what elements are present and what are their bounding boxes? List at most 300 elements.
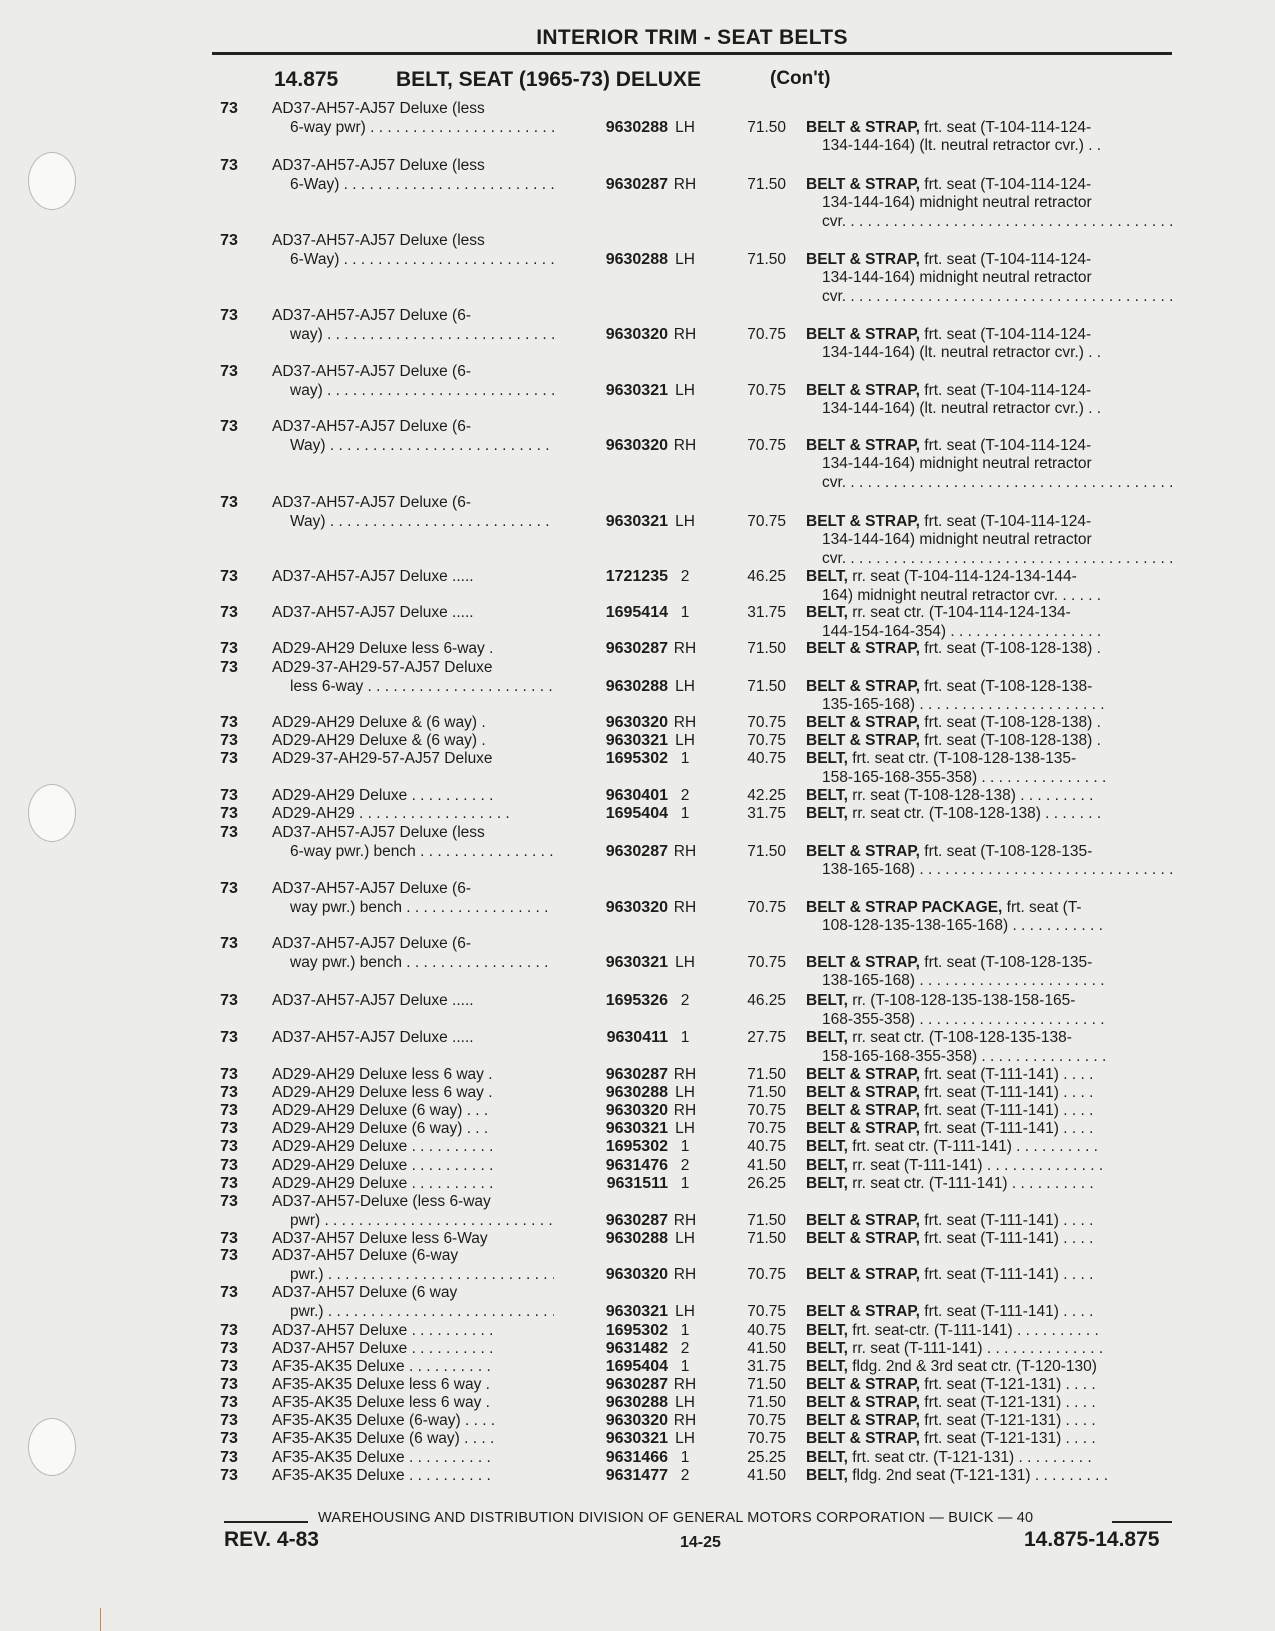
vehicle-description: [272, 1084, 554, 1103]
item-line: [806, 1322, 1176, 1341]
leader-dots: [402, 899, 554, 916]
leader-dots: [339, 176, 554, 193]
model-year: 73: [220, 1467, 238, 1484]
description-line: AF35-AK35 Deluxe (6-way) . . . .: [272, 1412, 496, 1429]
vehicle-description: [272, 604, 554, 623]
item-line: [806, 1102, 1176, 1121]
quantity-side: 1: [680, 1138, 690, 1155]
model-year: 73: [220, 1247, 238, 1264]
description-continuation: [272, 1303, 554, 1322]
part-number: 9631482: [605, 1340, 668, 1357]
vehicle-description: [272, 1322, 554, 1341]
quantity-side: RH: [673, 1211, 697, 1229]
item-detail: frt. seat (T-111-141) . . . .: [919, 1265, 1094, 1283]
quantity-side: 2: [680, 787, 690, 804]
item-line: [806, 843, 1176, 862]
leader-dots: [326, 437, 554, 454]
item-detail: frt. seat (T-111-141) . . . .: [919, 1102, 1094, 1119]
item-name: BELT & STRAP,: [806, 118, 920, 136]
item-line: [806, 604, 1176, 623]
vehicle-description: [272, 157, 554, 194]
item-line: [806, 1467, 1176, 1486]
item-detail: 168-355-358) . . . . . . . . . . . . . . . . . . . . . .: [822, 1010, 1105, 1028]
model-year: 73: [220, 1412, 238, 1429]
item-line: [806, 1120, 1176, 1139]
item-name: BELT & STRAP,: [806, 1394, 920, 1411]
item-name: BELT,: [806, 1322, 848, 1339]
item-line: [806, 1266, 1176, 1285]
item-line: [806, 805, 1176, 824]
vehicle-description: [272, 732, 554, 751]
part-number: 9630287: [605, 640, 668, 657]
part-number: 9630321: [605, 1120, 668, 1137]
item-name: BELT & STRAP,: [806, 677, 920, 695]
leader-dots: [366, 119, 554, 136]
description-continuation: [272, 678, 554, 697]
description-text: pwr): [290, 1211, 321, 1229]
item-line: [806, 899, 1176, 918]
description-continuation: [272, 176, 554, 195]
item-line: [806, 1157, 1176, 1176]
description-text: 6-Way): [290, 175, 340, 193]
item-description: [806, 843, 1176, 880]
vehicle-description: [272, 1102, 554, 1121]
vehicle-description: [272, 787, 554, 806]
quantity-side: LH: [675, 1430, 695, 1447]
item-continuation: [806, 1011, 1176, 1030]
vehicle-description: [272, 307, 554, 344]
description-text: pwr.): [290, 1302, 324, 1320]
item-detail: rr. seat (T-111-141) . . . . . . . . . . . . . .: [847, 1340, 1104, 1357]
item-detail: frt. seat (T-108-128-138-: [919, 677, 1093, 695]
description-line: AD37-AH57-AJ57 Deluxe (less: [272, 157, 485, 174]
description-continuation: [272, 119, 554, 138]
item-name: BELT,: [806, 787, 848, 804]
item-description: [806, 714, 1176, 733]
part-number: 9630321: [605, 1430, 668, 1447]
part-number: 9630287: [605, 842, 668, 860]
quantity-side: RH: [673, 175, 697, 193]
vehicle-description: [272, 418, 554, 455]
description-line: AD37-AH57 Deluxe less 6-Way: [272, 1230, 488, 1247]
part-number: 1695326: [605, 992, 668, 1009]
item-line: [806, 437, 1176, 456]
price: 70.75: [747, 1412, 786, 1429]
model-year: 73: [220, 1230, 238, 1247]
price: 70.75: [747, 381, 786, 399]
item-description: [806, 1322, 1176, 1341]
price: 40.75: [747, 1322, 786, 1339]
item-line: [806, 1430, 1176, 1449]
item-detail: frt. seat (T-108-128-135-: [919, 953, 1093, 971]
binder-hole: [28, 784, 76, 842]
item-detail: cvr.: [822, 473, 847, 491]
description-line: AD37-AH57-AJ57 Deluxe .....: [272, 1029, 474, 1046]
item-description: [806, 1029, 1176, 1066]
item-name: BELT & STRAP,: [806, 732, 920, 749]
item-name: BELT & STRAP,: [806, 953, 920, 971]
item-line: [806, 1066, 1176, 1085]
part-number: 9630401: [605, 787, 668, 804]
description-line: AD37-AH57-Deluxe (less 6-way: [272, 1193, 491, 1210]
price: 46.25: [747, 568, 786, 585]
item-line: [806, 513, 1176, 532]
section-number: 14.875: [274, 68, 339, 91]
item-detail: 164) midnight neutral retractor cvr. . . . . .: [822, 586, 1102, 604]
quantity-side: RH: [673, 842, 697, 860]
binder-hole: [28, 152, 76, 210]
model-year: 73: [220, 568, 238, 585]
quantity-side: RH: [673, 714, 697, 731]
vehicle-description: [272, 750, 554, 769]
item-detail: fldg. 2nd seat (T-121-131) . . . . . . . . .: [847, 1467, 1109, 1484]
description-text: way): [290, 381, 323, 399]
part-number: 9631476: [605, 1157, 668, 1174]
section-range: 14.875-14.875: [1024, 1528, 1160, 1551]
item-continuation: [806, 550, 1176, 569]
item-detail: frt. seat (T-111-141) . . . .: [919, 1120, 1094, 1137]
item-description: [806, 382, 1176, 419]
item-description: [806, 1394, 1176, 1413]
item-detail: frt. seat (T-111-141) . . . .: [919, 1230, 1094, 1247]
item-detail: frt. seat (T-: [1002, 898, 1082, 916]
item-line: [806, 1029, 1176, 1048]
item-description: [806, 732, 1176, 751]
description-continuation: [272, 326, 554, 345]
quantity-side: 1: [680, 805, 690, 822]
description-line: AD29-AH29 Deluxe . . . . . . . . . .: [272, 1175, 494, 1192]
part-number: 1695302: [605, 1138, 668, 1155]
item-line: [806, 1175, 1176, 1194]
quantity-side: LH: [675, 1120, 695, 1137]
description-line: AD37-AH57-AJ57 Deluxe (6-: [272, 307, 472, 324]
model-year: 73: [220, 805, 238, 822]
part-number: 9630287: [605, 175, 668, 193]
item-description: [806, 1430, 1176, 1449]
quantity-side: 1: [680, 1029, 690, 1046]
vehicle-description: [272, 100, 554, 137]
quantity-side: RH: [673, 1102, 697, 1119]
item-line: [806, 714, 1176, 733]
quantity-side: RH: [673, 898, 697, 916]
item-description: [806, 1102, 1176, 1121]
vehicle-description: [272, 992, 554, 1011]
vehicle-description: [272, 880, 554, 917]
item-detail: frt. seat ctr. (T-108-128-138-135-: [847, 750, 1077, 767]
model-year: 73: [220, 1376, 238, 1393]
item-description: [806, 604, 1176, 641]
leader-dots: [324, 1303, 554, 1320]
item-line: [806, 119, 1176, 138]
description-line: AD37-AH57-AJ57 Deluxe (6-: [272, 880, 472, 897]
price: 71.50: [747, 1211, 786, 1229]
item-line: [806, 732, 1176, 751]
item-detail: frt. seat (T-121-131) . . . .: [919, 1394, 1096, 1411]
model-year: 73: [220, 1066, 238, 1083]
model-year: 73: [220, 232, 238, 249]
description-line: AD29-AH29 Deluxe less 6-way .: [272, 640, 494, 657]
item-detail: cvr.: [822, 287, 847, 305]
part-number: 9630288: [605, 677, 668, 695]
price: 41.50: [747, 1467, 786, 1484]
item-detail: 158-165-168-355-358) . . . . . . . . . . . . . . .: [822, 768, 1107, 786]
quantity-side: RH: [673, 640, 697, 657]
quantity-side: LH: [675, 118, 695, 136]
item-detail: cvr.: [822, 212, 847, 230]
price: 26.25: [747, 1175, 786, 1192]
part-number: 9630287: [605, 1066, 668, 1083]
description-text: Way): [290, 436, 326, 454]
item-continuation: [806, 269, 1176, 288]
footer-rule-right: [1112, 1521, 1172, 1523]
item-name: BELT & STRAP,: [806, 175, 920, 193]
model-year: 73: [220, 787, 238, 804]
description-line: AD37-AH57 Deluxe (6-way: [272, 1247, 459, 1264]
price: 70.75: [747, 512, 786, 530]
description-line: AD37-AH57-AJ57 Deluxe .....: [272, 568, 474, 585]
item-detail: fldg. 2nd & 3rd seat ctr. (T-120-130): [847, 1358, 1097, 1375]
price: 31.75: [747, 1358, 786, 1375]
model-year: 73: [220, 1449, 238, 1466]
vehicle-description: [272, 568, 554, 587]
item-detail: frt. seat ctr. (T-111-141) . . . . . . . . . .: [847, 1138, 1098, 1155]
price: 70.75: [747, 436, 786, 454]
item-detail: 134-144-164) (lt. neutral retractor cvr.) . .: [822, 400, 1102, 417]
price: 31.75: [747, 604, 786, 621]
price: 70.75: [747, 1302, 786, 1320]
leader-dots: [324, 1266, 554, 1283]
item-continuation: [806, 587, 1176, 606]
item-description: [806, 1157, 1176, 1176]
item-detail: frt. seat (T-111-141) . . . .: [919, 1066, 1094, 1083]
vehicle-description: [272, 363, 554, 400]
item-description: [806, 1230, 1176, 1249]
vehicle-description: [272, 659, 554, 696]
item-description: [806, 1266, 1176, 1285]
item-line: [806, 251, 1176, 270]
description-text: way pwr.) bench: [290, 898, 402, 916]
vehicle-description: [272, 640, 554, 659]
item-line: [806, 1412, 1176, 1431]
vehicle-description: [272, 1029, 554, 1048]
item-detail: rr. seat (T-104-114-124-134-144-: [847, 568, 1077, 585]
description-line: AF35-AK35 Deluxe less 6 way .: [272, 1376, 490, 1393]
model-year: 73: [220, 1120, 238, 1137]
item-continuation: [806, 972, 1176, 991]
item-continuation: [806, 1048, 1176, 1067]
description-text: pwr.): [290, 1265, 324, 1283]
description-text: Way): [290, 512, 326, 530]
part-number: 1695302: [605, 1322, 668, 1339]
page-title: INTERIOR TRIM - SEAT BELTS: [536, 26, 848, 49]
item-name: BELT & STRAP,: [806, 1211, 920, 1229]
section-continued: (Con't): [770, 68, 831, 89]
leader-dots: [323, 382, 554, 399]
price: 71.50: [747, 175, 786, 193]
description-line: AD37-AH57-AJ57 Deluxe (less: [272, 100, 485, 117]
price: 42.25: [747, 787, 786, 804]
item-continuation: [806, 769, 1176, 788]
price: 71.50: [747, 842, 786, 860]
item-detail: 158-165-168-355-358) . . . . . . . . . . . . . . .: [822, 1047, 1107, 1065]
part-number: 9630321: [605, 1302, 668, 1320]
item-name: BELT & STRAP,: [806, 250, 920, 268]
quantity-side: 2: [680, 1467, 690, 1484]
description-line: AD29-AH29 Deluxe . . . . . . . . . .: [272, 787, 494, 804]
price: 70.75: [747, 732, 786, 749]
item-name: BELT & STRAP,: [806, 1120, 920, 1137]
item-detail: frt. seat (T-108-128-135-: [919, 842, 1093, 860]
item-name: BELT,: [806, 568, 848, 585]
item-description: [806, 1120, 1176, 1139]
part-number: 9630288: [605, 250, 668, 268]
item-description: [806, 805, 1176, 824]
quantity-side: RH: [673, 1412, 697, 1429]
model-year: 73: [220, 418, 238, 435]
part-number: 9630320: [605, 325, 668, 343]
item-name: BELT & STRAP,: [806, 1302, 920, 1320]
description-line: AD29-AH29 Deluxe less 6 way .: [272, 1084, 493, 1101]
part-number: 9630320: [605, 1102, 668, 1119]
price: 71.50: [747, 1066, 786, 1083]
vehicle-description: [272, 1284, 554, 1321]
item-line: [806, 750, 1176, 769]
model-year: 73: [220, 1322, 238, 1339]
item-name: BELT,: [806, 992, 848, 1009]
item-name: BELT & STRAP PACKAGE,: [806, 898, 1003, 916]
description-line: AD37-AH57-AJ57 Deluxe (less: [272, 824, 485, 841]
part-number: 9630320: [605, 714, 668, 731]
model-year: 73: [220, 494, 238, 511]
model-year: 73: [220, 824, 238, 841]
part-number: 9630288: [605, 1394, 668, 1411]
leader-dots: [846, 288, 1176, 305]
item-description: [806, 1084, 1176, 1103]
description-line: AD29-37-AH29-57-AJ57 Deluxe: [272, 659, 493, 676]
vehicle-description: [272, 1412, 554, 1431]
item-description: [806, 992, 1176, 1029]
item-name: BELT,: [806, 1449, 848, 1466]
description-line: AD29-AH29 Deluxe . . . . . . . . . .: [272, 1138, 494, 1155]
model-year: 73: [220, 100, 238, 117]
item-description: [806, 513, 1176, 569]
item-detail: frt. seat (T-121-131) . . . .: [919, 1412, 1096, 1429]
quantity-side: LH: [675, 250, 695, 268]
item-name: BELT,: [806, 1157, 848, 1174]
quantity-side: RH: [673, 1265, 697, 1283]
part-number: 9630321: [605, 732, 668, 749]
description-line: AF35-AK35 Deluxe . . . . . . . . . .: [272, 1449, 491, 1466]
item-line: [806, 678, 1176, 697]
vehicle-description: [272, 494, 554, 531]
leader-dots: [915, 861, 1176, 878]
price: 70.75: [747, 898, 786, 916]
model-year: 73: [220, 1157, 238, 1174]
item-name: BELT & STRAP,: [806, 842, 920, 860]
part-number: 9631466: [605, 1449, 668, 1466]
leader-dots: [320, 1212, 554, 1229]
section-title: BELT, SEAT (1965-73) DELUXE: [396, 68, 701, 91]
item-description: [806, 251, 1176, 307]
vehicle-description: [272, 1340, 554, 1359]
item-description: [806, 119, 1176, 156]
item-continuation: [806, 400, 1176, 419]
quantity-side: 1: [680, 604, 690, 621]
item-description: [806, 1303, 1176, 1322]
item-description: [806, 568, 1176, 605]
item-line: [806, 1394, 1176, 1413]
description-line: AF35-AK35 Deluxe (6 way) . . . .: [272, 1430, 495, 1447]
item-detail: frt. seat (T-104-114-124-: [919, 118, 1092, 136]
price: 71.50: [747, 1376, 786, 1393]
description-text: 6-Way): [290, 250, 340, 268]
item-detail: frt. seat (T-108-128-138) .: [919, 732, 1101, 749]
part-number: 1721235: [605, 568, 668, 585]
revision-label: REV. 4-83: [224, 1528, 319, 1551]
item-detail: frt. seat (T-104-114-124-: [919, 250, 1092, 268]
item-line: [806, 326, 1176, 345]
description-line: AD37-AH57-AJ57 Deluxe (6-: [272, 418, 472, 435]
item-name: BELT & STRAP,: [806, 1102, 920, 1119]
item-continuation: [806, 531, 1176, 550]
vehicle-description: [272, 1467, 554, 1486]
item-line: [806, 992, 1176, 1011]
item-detail: frt. seat (T-121-131) . . . .: [919, 1430, 1096, 1447]
item-detail: frt. seat (T-104-114-124-: [919, 325, 1092, 343]
model-year: 73: [220, 1138, 238, 1155]
item-detail: 134-144-164) (lt. neutral retractor cvr.) . .: [822, 344, 1102, 361]
price: 27.75: [747, 1029, 786, 1046]
description-line: AD29-AH29 Deluxe & (6 way) .: [272, 732, 486, 749]
part-number: 9631511: [606, 1175, 668, 1192]
price: 41.50: [747, 1157, 786, 1174]
price: 71.50: [747, 250, 786, 268]
description-line: AD29-37-AH29-57-AJ57 Deluxe: [272, 750, 493, 767]
item-line: [806, 382, 1176, 401]
price: 71.50: [747, 1230, 786, 1247]
item-detail: frt. seat (T-111-141) . . . .: [919, 1084, 1094, 1101]
price: 70.75: [747, 1430, 786, 1447]
item-name: BELT & STRAP,: [806, 325, 920, 343]
vehicle-description: [272, 1120, 554, 1139]
item-description: [806, 1358, 1176, 1377]
leader-dots: [363, 678, 554, 695]
description-line: AD37-AH57 Deluxe . . . . . . . . . .: [272, 1340, 494, 1357]
model-year: 73: [220, 1340, 238, 1357]
leader-dots: [846, 213, 1176, 230]
item-description: [806, 1412, 1176, 1431]
leader-dots: [326, 513, 554, 530]
binder-hole: [28, 1418, 76, 1476]
model-year: 73: [220, 363, 238, 380]
description-continuation: [272, 954, 554, 973]
quantity-side: RH: [673, 325, 697, 343]
item-detail: 144-154-164-354) . . . . . . . . . . . . . . . . . .: [822, 622, 1102, 640]
item-continuation: [806, 137, 1176, 156]
item-description: [806, 1175, 1176, 1194]
item-detail: frt. seat (T-104-114-124-: [919, 512, 1092, 530]
quantity-side: RH: [673, 1376, 697, 1393]
item-line: [806, 954, 1176, 973]
part-number: 9630288: [605, 1230, 668, 1247]
leader-dots: [323, 326, 554, 343]
item-name: BELT & STRAP,: [806, 714, 920, 731]
quantity-side: RH: [673, 436, 697, 454]
item-detail: rr. (T-108-128-135-138-158-165-: [847, 992, 1076, 1009]
price: 46.25: [747, 992, 786, 1009]
item-detail: frt. seat (T-104-114-124-: [919, 381, 1092, 399]
item-description: [806, 1340, 1176, 1359]
